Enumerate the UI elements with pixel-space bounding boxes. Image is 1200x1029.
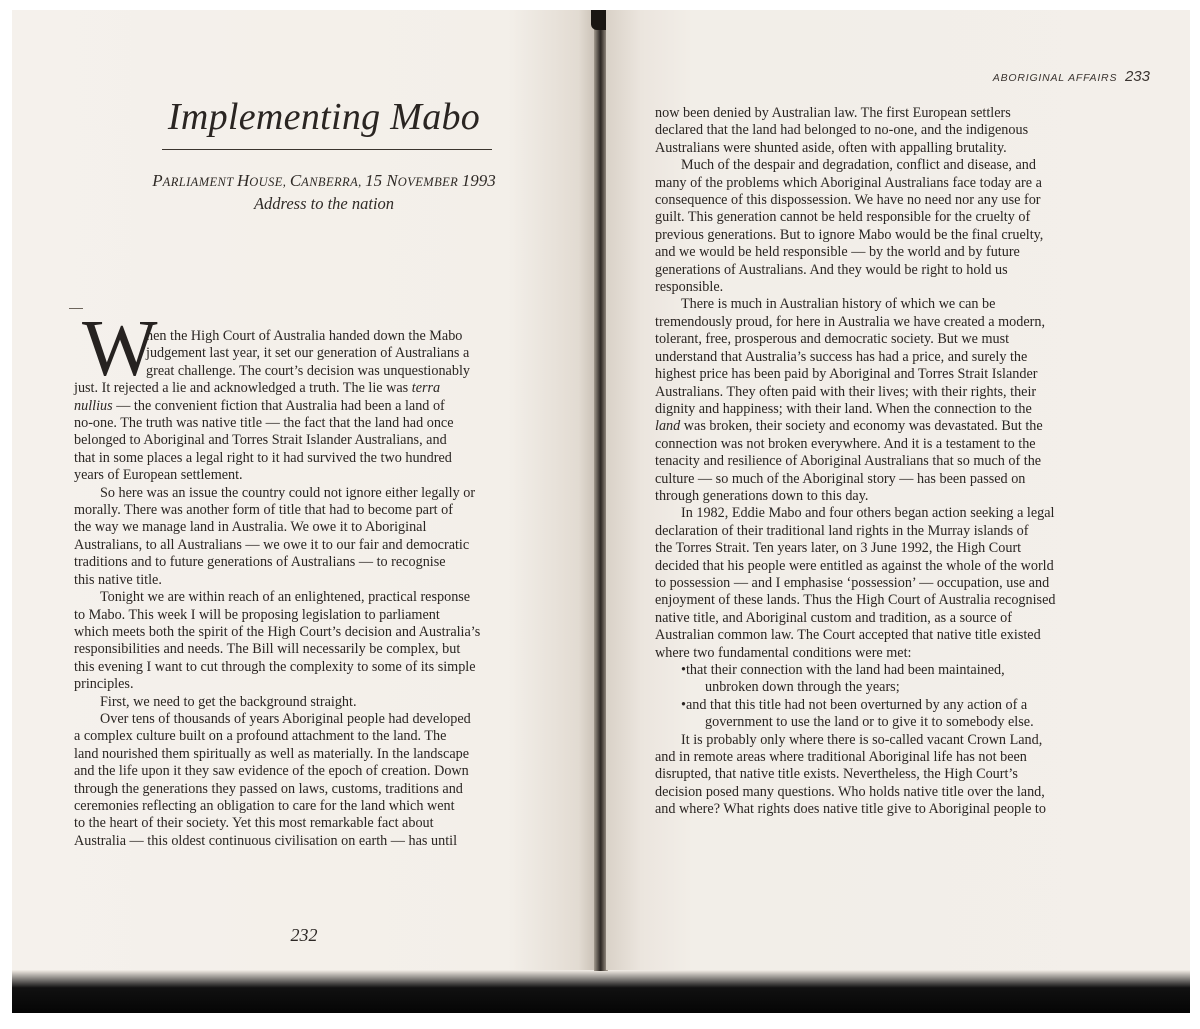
text-line: It is probably only where there is so-called vacant Crown Land, xyxy=(681,731,1043,748)
text-line: just. It rejected a lie and acknowledged a truth. The lie was terra xyxy=(74,380,441,397)
text-line: principles. xyxy=(74,676,134,693)
subtitle-venue-date: PARLIAMENT HOUSE, CANBERRA, 15 NOVEMBER 1993 xyxy=(152,171,496,190)
text-line: hen the High Court of Australia handed down the Mabo xyxy=(146,328,463,344)
text-line: There is much in Australian history of which we can be xyxy=(681,296,996,313)
text-line: this native title. xyxy=(74,571,162,588)
text-line: decided that his people were entitled as against the whole of the world xyxy=(655,557,1054,574)
chapter-title: Implementing Mabo xyxy=(167,96,481,138)
text-line: Over tens of thousands of years Aboriginal people had developed xyxy=(100,710,471,727)
text-line: Australians. They often paid with their lives; with their rights, their xyxy=(655,383,1037,400)
text-line: tremendously proud, for here in Australia we have created a modern, xyxy=(655,313,1046,330)
text-line: and in remote areas where traditional Aboriginal life has not been xyxy=(655,749,1027,766)
running-head-title: ABORIGINAL AFFAIRS xyxy=(992,72,1118,84)
text-line: morally. There was another form of title that had to become part of xyxy=(74,502,453,519)
page-number-right: 233 xyxy=(1124,68,1150,85)
text-line: In 1982, Eddie Mabo and four others began action seeking a legal xyxy=(681,505,1055,522)
text-line: judgement last year, it set our generation of Australians a xyxy=(146,345,470,362)
title-rule xyxy=(162,149,492,150)
text-line: and the life upon it they saw evidence of the epoch of creation. Down xyxy=(74,763,469,780)
bullet-item-continuation: unbroken down through the years; xyxy=(705,679,900,696)
text-line: many of the problems which Aboriginal Australians face today are a xyxy=(655,174,1042,191)
text-line: and we would be held responsible — by the world and by future xyxy=(655,244,1020,261)
text-line: responsibilities and needs. The Bill will necessarily be complex, but xyxy=(74,641,461,658)
text-line: land was broken, their society and economy was devastated. But the xyxy=(655,418,1043,435)
text-line: connection was not broken everywhere. And it is a testament to the xyxy=(655,435,1036,452)
text-line: enjoyment of these lands. Thus the High Court of Australia recognised xyxy=(655,592,1056,609)
margin-mark xyxy=(69,308,83,309)
text-line: land nourished them spiritually as well as materially. In the landscape xyxy=(74,745,470,762)
text-line: nullius — the convenient fiction that Australia had been a land of xyxy=(74,397,445,414)
text-line: great challenge. The court’s decision was unquestionably xyxy=(146,362,470,379)
book-spread xyxy=(12,10,1190,1013)
text-line: declaration of their traditional land rights in the Murray islands of xyxy=(655,522,1029,539)
text-line: a complex culture built on a profound attachment to the land. The xyxy=(74,728,447,745)
chapter-subtitle xyxy=(104,170,544,214)
text-line: culture — so much of the Aboriginal story — has been passed on xyxy=(655,470,1026,487)
text-line: Much of the despair and degradation, conflict and disease, and xyxy=(681,157,1036,174)
text-line: to Mabo. This week I will be proposing legislation to parliament xyxy=(74,606,440,623)
text-line: tolerant, free, prosperous and democratic society. But we must xyxy=(655,331,1010,348)
scan-bottom-edge xyxy=(12,971,1190,1013)
text-line: dignity and happiness; with their land. When the connection to the xyxy=(655,400,1032,417)
right-body-text xyxy=(655,105,1155,819)
text-line: consequence of this dispossession. We have no need nor any use for xyxy=(655,192,1041,209)
text-line: this evening I want to cut through the complexity to some of its simple xyxy=(74,658,476,675)
left-page xyxy=(12,10,596,970)
page-number-left: 232 xyxy=(290,925,318,945)
text-line: which meets both the spirit of the High Court’s decision and Australia’s xyxy=(74,623,481,640)
bullet-item-continuation: government to use the land or to give it to somebody else. xyxy=(705,714,1034,731)
text-line: belonged to Aboriginal and Torres Strait Islander Australians, and xyxy=(74,432,447,449)
right-page xyxy=(606,10,1190,970)
text-line: through generations down to this day. xyxy=(655,487,869,504)
text-line: the Torres Strait. Ten years later, on 3 June 1992, the High Court xyxy=(655,540,1022,557)
text-line: the way we manage land in Australia. We owe it to Aboriginal xyxy=(74,519,427,536)
text-line: now been denied by Australian law. The first European settlers xyxy=(655,105,1011,121)
text-line: Australians, to all Australians — we owe it to our fair and democratic xyxy=(74,536,470,553)
drop-cap: W xyxy=(82,305,158,393)
text-line: generations of Australians. And they would be right to hold us xyxy=(655,261,1008,278)
text-line: So here was an issue the country could not ignore either legally or xyxy=(100,484,476,501)
text-line: responsible. xyxy=(655,279,724,296)
text-line: where two fundamental conditions were met: xyxy=(655,644,912,661)
text-line: years of European settlement. xyxy=(74,467,243,484)
text-line: Australians were shunted aside, often with appalling brutality. xyxy=(655,139,1007,156)
text-line: and where? What rights does native title give to Aboriginal people to xyxy=(655,801,1046,818)
left-body-text xyxy=(74,328,569,850)
text-line: Australia — this oldest continuous civilisation on earth — has until xyxy=(74,832,458,849)
bullet-item: •and that this title had not been overturned by any action of a xyxy=(681,696,1028,713)
text-line: no-one. The truth was native title — the fact that the land had once xyxy=(74,415,454,432)
text-line: to the heart of their society. Yet this most remarkable fact about xyxy=(74,815,434,832)
text-line: First, we need to get the background straight. xyxy=(100,693,357,710)
running-head xyxy=(993,68,1150,85)
text-line: disrupted, that native title exists. Nevertheless, the High Court’s xyxy=(655,766,1018,783)
text-line: that in some places a legal right to it had survived the two hundred xyxy=(74,449,452,466)
text-line: declared that the land had belonged to no-one, and the indigenous xyxy=(655,122,1029,139)
text-line: previous generations. But to ignore Mabo would be the final cruelty, xyxy=(655,226,1044,243)
subtitle-occasion: Address to the nation xyxy=(253,194,395,213)
text-line: Tonight we are within reach of an enlightened, practical response xyxy=(100,589,471,606)
text-line: through the generations they passed on laws, customs, traditions and xyxy=(74,780,463,797)
text-line: traditions and to future generations of Australians — to recognise xyxy=(74,554,446,571)
text-line: native title, and Aboriginal custom and tradition, as a source of xyxy=(655,609,1012,626)
text-line: highest price has been paid by Aboriginal and Torres Strait Islander xyxy=(655,366,1038,383)
text-line: Australian common law. The Court accepted that native title existed xyxy=(655,627,1041,644)
text-line: understand that Australia’s success has had a price, and surely the xyxy=(655,348,1028,365)
text-line: to possession — and I emphasise ‘possession’ — occupation, use and xyxy=(655,574,1050,591)
text-line: guilt. This generation cannot be held responsible for the cruelty of xyxy=(655,209,1031,226)
text-line: tenacity and resilience of Aboriginal Australians that so much of the xyxy=(655,453,1042,470)
bullet-item: •that their connection with the land had been maintained, xyxy=(681,662,1005,678)
text-line: decision posed many questions. Who holds native title over the land, xyxy=(655,783,1045,800)
text-line: ceremonies reflecting an obligation to care for the land which went xyxy=(74,797,455,814)
